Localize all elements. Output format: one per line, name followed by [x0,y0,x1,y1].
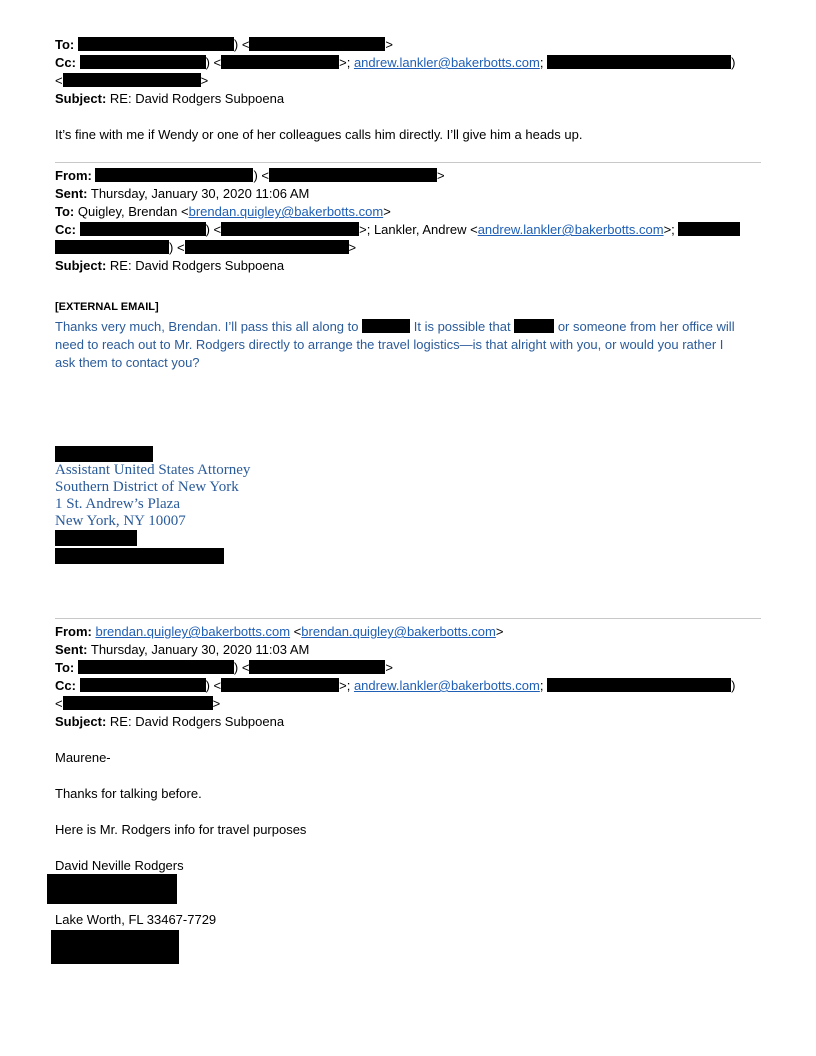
subject-label: Subject: [55,91,107,106]
cc-email-link[interactable]: andrew.lankler@bakerbotts.com [477,222,664,237]
body-text: Thanks very much, Brendan. I’ll pass this all along to [55,319,359,334]
email1-cc-line: Cc: ) < >; andrew.lankler@bakerbotts.com; ) [55,55,736,70]
body-text: It is possible that [413,319,511,334]
cc-label: Cc: [55,55,76,70]
email3-subject-line [55,713,284,731]
email3-cc-line-2: < > [55,696,221,711]
external-email-tag: [EXTERNAL EMAIL] [55,301,159,313]
signature-city: New York, NY 10007 [55,513,186,529]
redaction [80,222,206,236]
redaction [63,73,201,87]
redaction [221,222,359,236]
email1-body: It’s fine with me if Wendy or one of her colleagues calls him directly. I’ll give him a heads up. [55,127,583,142]
signature-office: Southern District of New York [55,479,239,495]
redaction [55,240,169,254]
redaction [185,240,349,254]
redaction [47,874,177,904]
redaction [80,678,206,692]
from-email-link[interactable]: brendan.quigley@bakerbotts.com [95,624,291,639]
email3-cc-line: Cc: ) < >; andrew.lankler@bakerbotts.com; ) [55,678,736,693]
cc-email-link[interactable]: andrew.lankler@bakerbotts.com [353,55,540,70]
redaction [80,55,206,69]
redaction [78,37,234,51]
email2-body-line-1 [55,318,735,336]
redaction [547,678,731,692]
email2-subject: RE: David Rodgers Subpoena [109,258,285,273]
to-email-link[interactable]: brendan.quigley@bakerbotts.com [188,204,384,219]
email1-to-line: To: ) < > [55,37,394,52]
email3-body-line: Here is Mr. Rodgers info for travel purposes [55,822,307,837]
email3-sent: Thursday, January 30, 2020 11:03 AM [90,642,310,657]
redaction [514,319,554,333]
redaction [362,319,410,333]
sent-label: Sent: [55,642,88,657]
email2-cc-line-2: ) < > [55,239,356,257]
email2-body-line-2: need to reach out to Mr. Rodgers directly to arrange the travel logistics—is that alright with you, or would you rather I [55,337,724,352]
divider [55,618,761,619]
email3-from-line: From: brendan.quigley@bakerbotts.com <brendan.quigley@bakerbotts.com> [55,624,504,639]
subject-label: Subject: [55,258,107,273]
redaction [221,678,339,692]
email1-subject: RE: David Rodgers Subpoena [109,91,285,106]
email2-sent: Thursday, January 30, 2020 11:06 AM [90,186,310,201]
email3-body-line: Thanks for talking before. [55,786,202,801]
email2-sent-line [55,185,309,203]
divider [55,162,761,163]
email2-body-line-3: ask them to contact you? [55,355,200,370]
email2-cc-line: Cc: ) < >; Lankler, Andrew <andrew.lankler@bakerbotts.com>; [55,221,740,239]
redaction [221,55,339,69]
email3-sent-line [55,641,309,659]
email3-contact-name: David Neville Rodgers [55,858,184,873]
email2-to-line: To: Quigley, Brendan <brendan.quigley@bakerbotts.com> [55,204,391,219]
redaction [63,696,213,710]
cc-label: Cc: [55,222,76,237]
redaction [95,168,253,182]
signature-title: Assistant United States Attorney [55,462,251,478]
email3-contact-city: Lake Worth, FL 33467-7729 [55,912,217,927]
redaction [51,930,179,964]
signature-address: 1 St. Andrew’s Plaza [55,496,180,512]
email3-to-line: To: ) < > [55,660,394,675]
email2-subject-line [55,257,284,275]
body-text: or someone from her office will [557,319,735,334]
redaction [249,37,385,51]
from-email-link-2[interactable]: brendan.quigley@bakerbotts.com [301,624,496,639]
redaction [55,530,137,546]
to-label: To: [55,204,75,219]
cc-label: Cc: [55,678,76,693]
email2-to-name: Quigley, Brendan [77,204,178,219]
email2-cc-name: Lankler, Andrew [373,222,467,237]
redaction [55,548,224,564]
email3-subject: RE: David Rodgers Subpoena [109,714,285,729]
email1-subject-line [55,90,284,108]
to-label: To: [55,37,75,52]
sent-label: Sent: [55,186,88,201]
cc-email-link[interactable]: andrew.lankler@bakerbotts.com [353,678,540,693]
email3-greeting: Maurene- [55,750,111,765]
redaction [55,446,153,462]
redaction [269,168,437,182]
redaction [78,660,234,674]
redaction [678,222,740,236]
subject-label: Subject: [55,714,107,729]
email2-from-line: From: ) < > [55,168,445,183]
redaction [249,660,385,674]
email1-cc-line-2: < > [55,73,209,88]
from-label: From: [55,168,92,183]
redaction [547,55,731,69]
to-label: To: [55,660,75,675]
from-label: From: [55,624,92,639]
